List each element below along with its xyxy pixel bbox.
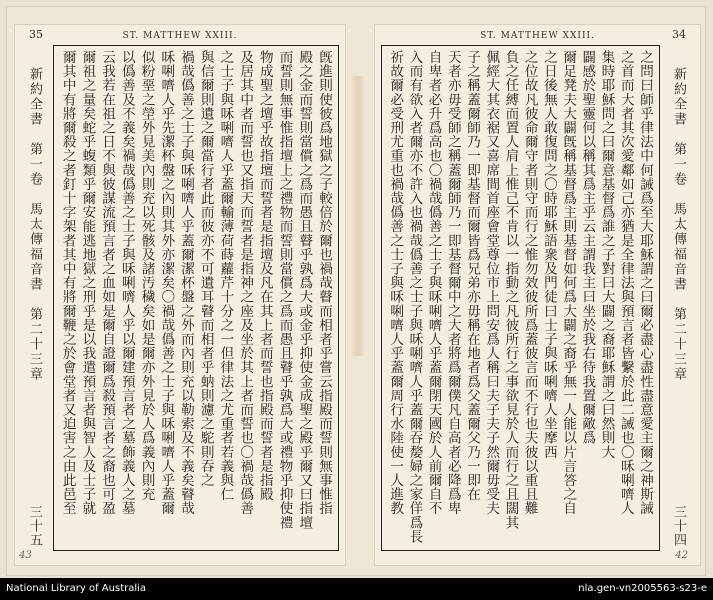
text-column: 咊唎嚌人乎先潔杯盤之內則其外亦潔矣〇禍哉僞善之士子與咊唎嚌人乎蓋爾 (158, 50, 175, 516)
text-column: 禍哉僞善之士子與咊唎嚌人乎蓋爾潔杯盤之外而內則充以勒索及不義矣瞽哉 (177, 50, 194, 516)
text-column: 入而有欲入者爾亦不許入也禍哉僞善之士子與咊唎嚌人乎蓋爾吞嫠婦之家佯爲長 (406, 50, 423, 544)
text-column: 爾其中有將爾殺之者釘十字架者其中有將爾鞭之於會堂者又迫害之由此邑至 (59, 50, 76, 516)
left-text-frame (53, 45, 339, 551)
text-column: 旣進則使彼爲地獄之子較倍於爾也禍哉瞽而相者乎嘗云指殿而誓則無事惟指 (316, 50, 332, 516)
right-text-columns (386, 50, 655, 546)
text-column: 之首而大者其次愛鄰如己亦猶是全律法與預言者皆繫於此二誡也〇咊唎嚌人 (617, 50, 634, 516)
left-margin-book-title: 新約全書 第一卷 馬太傳福音書 第二十三章 (27, 67, 42, 382)
text-column: 與信爾則遺之爾當行者此而彼亦不可遺耳瞽而相者乎蚋則濾之駝則吞之 (197, 50, 214, 488)
left-text-columns (58, 50, 334, 546)
left-page (14, 24, 346, 566)
left-margin-title (25, 67, 44, 547)
text-column: 云我若在祖之日不與彼謀流預言者之血如是爾自證爾爲殺預言者之裔也可盈 (99, 50, 116, 516)
text-column: 爾祖之量矣蛇乎蝮類乎爾安能逃地獄之刑乎是以我遣預言者與智人及士子就 (79, 50, 96, 516)
text-column: 自卑者必升爲高也〇禍哉僞善之士子與咊唎嚌人乎蓋爾閉天國於人前爾自不 (425, 50, 442, 516)
text-column: 似粉堊之塋外見美內則充以死骸及諸汚穢矣如是爾亦外見於人爲義內則充 (138, 50, 155, 502)
text-column: 爾足凳夫大闢旣稱基督爲主則基督如何爲大闢之裔乎無一人能以片言答之自 (560, 50, 577, 516)
text-column: 之日後無人敢復問之〇時耶穌語衆及門徒曰士子與咊唎嚌人坐摩西 (540, 50, 557, 459)
text-column: 物成聖之壇乎故指壇而誓者是指壇及凡在其上者而誓也指殿而誓者是指殿 (256, 50, 273, 502)
right-page-number: 34 (672, 28, 686, 41)
text-column: 之位故凡彼命爾守者則守而行之惟勿效彼所爲蓋彼言而不行也夫彼以重且難 (521, 50, 538, 516)
text-column: 佩經大其衣裾又喜席間首座會堂尊位市上問安爲人稱曰夫子夫子然爾毋受夫 (483, 50, 500, 516)
text-column: 天者亦毋受師之稱蓋爾師乃一即基督爾中之大者將爲爾僕凡自高者必降爲卑 (444, 50, 461, 516)
library-credit: National Library of Australia (6, 583, 147, 594)
left-page-number: 35 (29, 28, 43, 41)
book-scan (6, 6, 706, 576)
right-margin-page-chinese: 三十四 (671, 505, 686, 547)
text-column: 負之任縛而置人肩上惟己不肯以一指動之凡彼所行之事欲見於人而行之且闊其 (502, 50, 519, 530)
text-column: 子之稱蓋爾師乃一即基督而爾皆爲兄弟亦毋稱在地者爲父蓋爾父乃一即在 (464, 50, 481, 502)
text-column: 集時耶穌問之曰爾意基督爲誰之子對曰大闢之裔耶穌謂之曰然則大 (598, 50, 615, 459)
text-column: 以僞善及不義矣禍哉僞善之士子與咊唎嚌人乎以爾建預言者之墓飾義人之墓 (118, 50, 135, 516)
image-identifier: nla.gen-vn2005563-s23-e (578, 583, 707, 594)
left-folio: 43 (19, 550, 32, 561)
right-running-head: ST. MATTHEW XXIII. (480, 31, 595, 41)
right-text-frame (381, 45, 660, 551)
right-page (374, 24, 701, 566)
right-folio: 42 (675, 550, 688, 561)
left-running-head: ST. MATTHEW XXIII. (122, 31, 238, 41)
text-column: 闢感於聖靈何以稱其爲主乎云主謂我主曰坐於我右待我置爾敵爲 (579, 50, 596, 445)
book-gutter (352, 76, 364, 356)
right-margin-title (669, 67, 688, 547)
text-column: 而誓則無事惟指壇上之禮物而誓則當償之爲而愚且瞽乎孰爲大或禮物乎抑使禮 (276, 50, 293, 530)
text-column: 之士子與咊唎嚌人乎蓋爾輸薄荷蒔蘿芹十分之一但律法之尤重者若義與仁 (217, 50, 234, 502)
left-margin-page-chinese: 三十五 (27, 505, 42, 547)
text-column: 及居其中者而誓也又指天而誓者是指神之座及坐於其上者而誓也〇禍哉僞善 (237, 50, 254, 516)
text-column: 殿之金而誓則當償之爲而愚且瞽乎孰爲大或金乎抑使金成聖之殿乎爾又曰指壇 (296, 50, 313, 530)
footer-bar (0, 578, 713, 600)
right-margin-book-title: 新約全書 第一卷 馬太傳福音書 第二十三章 (671, 67, 686, 382)
text-column: 之問曰師乎律法中何誡爲至大耶穌謂之曰爾必盡心盡性盡意愛主爾之神斯誡 (637, 50, 653, 516)
text-column: 祈故爾必受刑尤重也禍哉僞善之士子與咊唎嚌人乎蓋爾周行水陸使一人進教 (387, 50, 404, 516)
